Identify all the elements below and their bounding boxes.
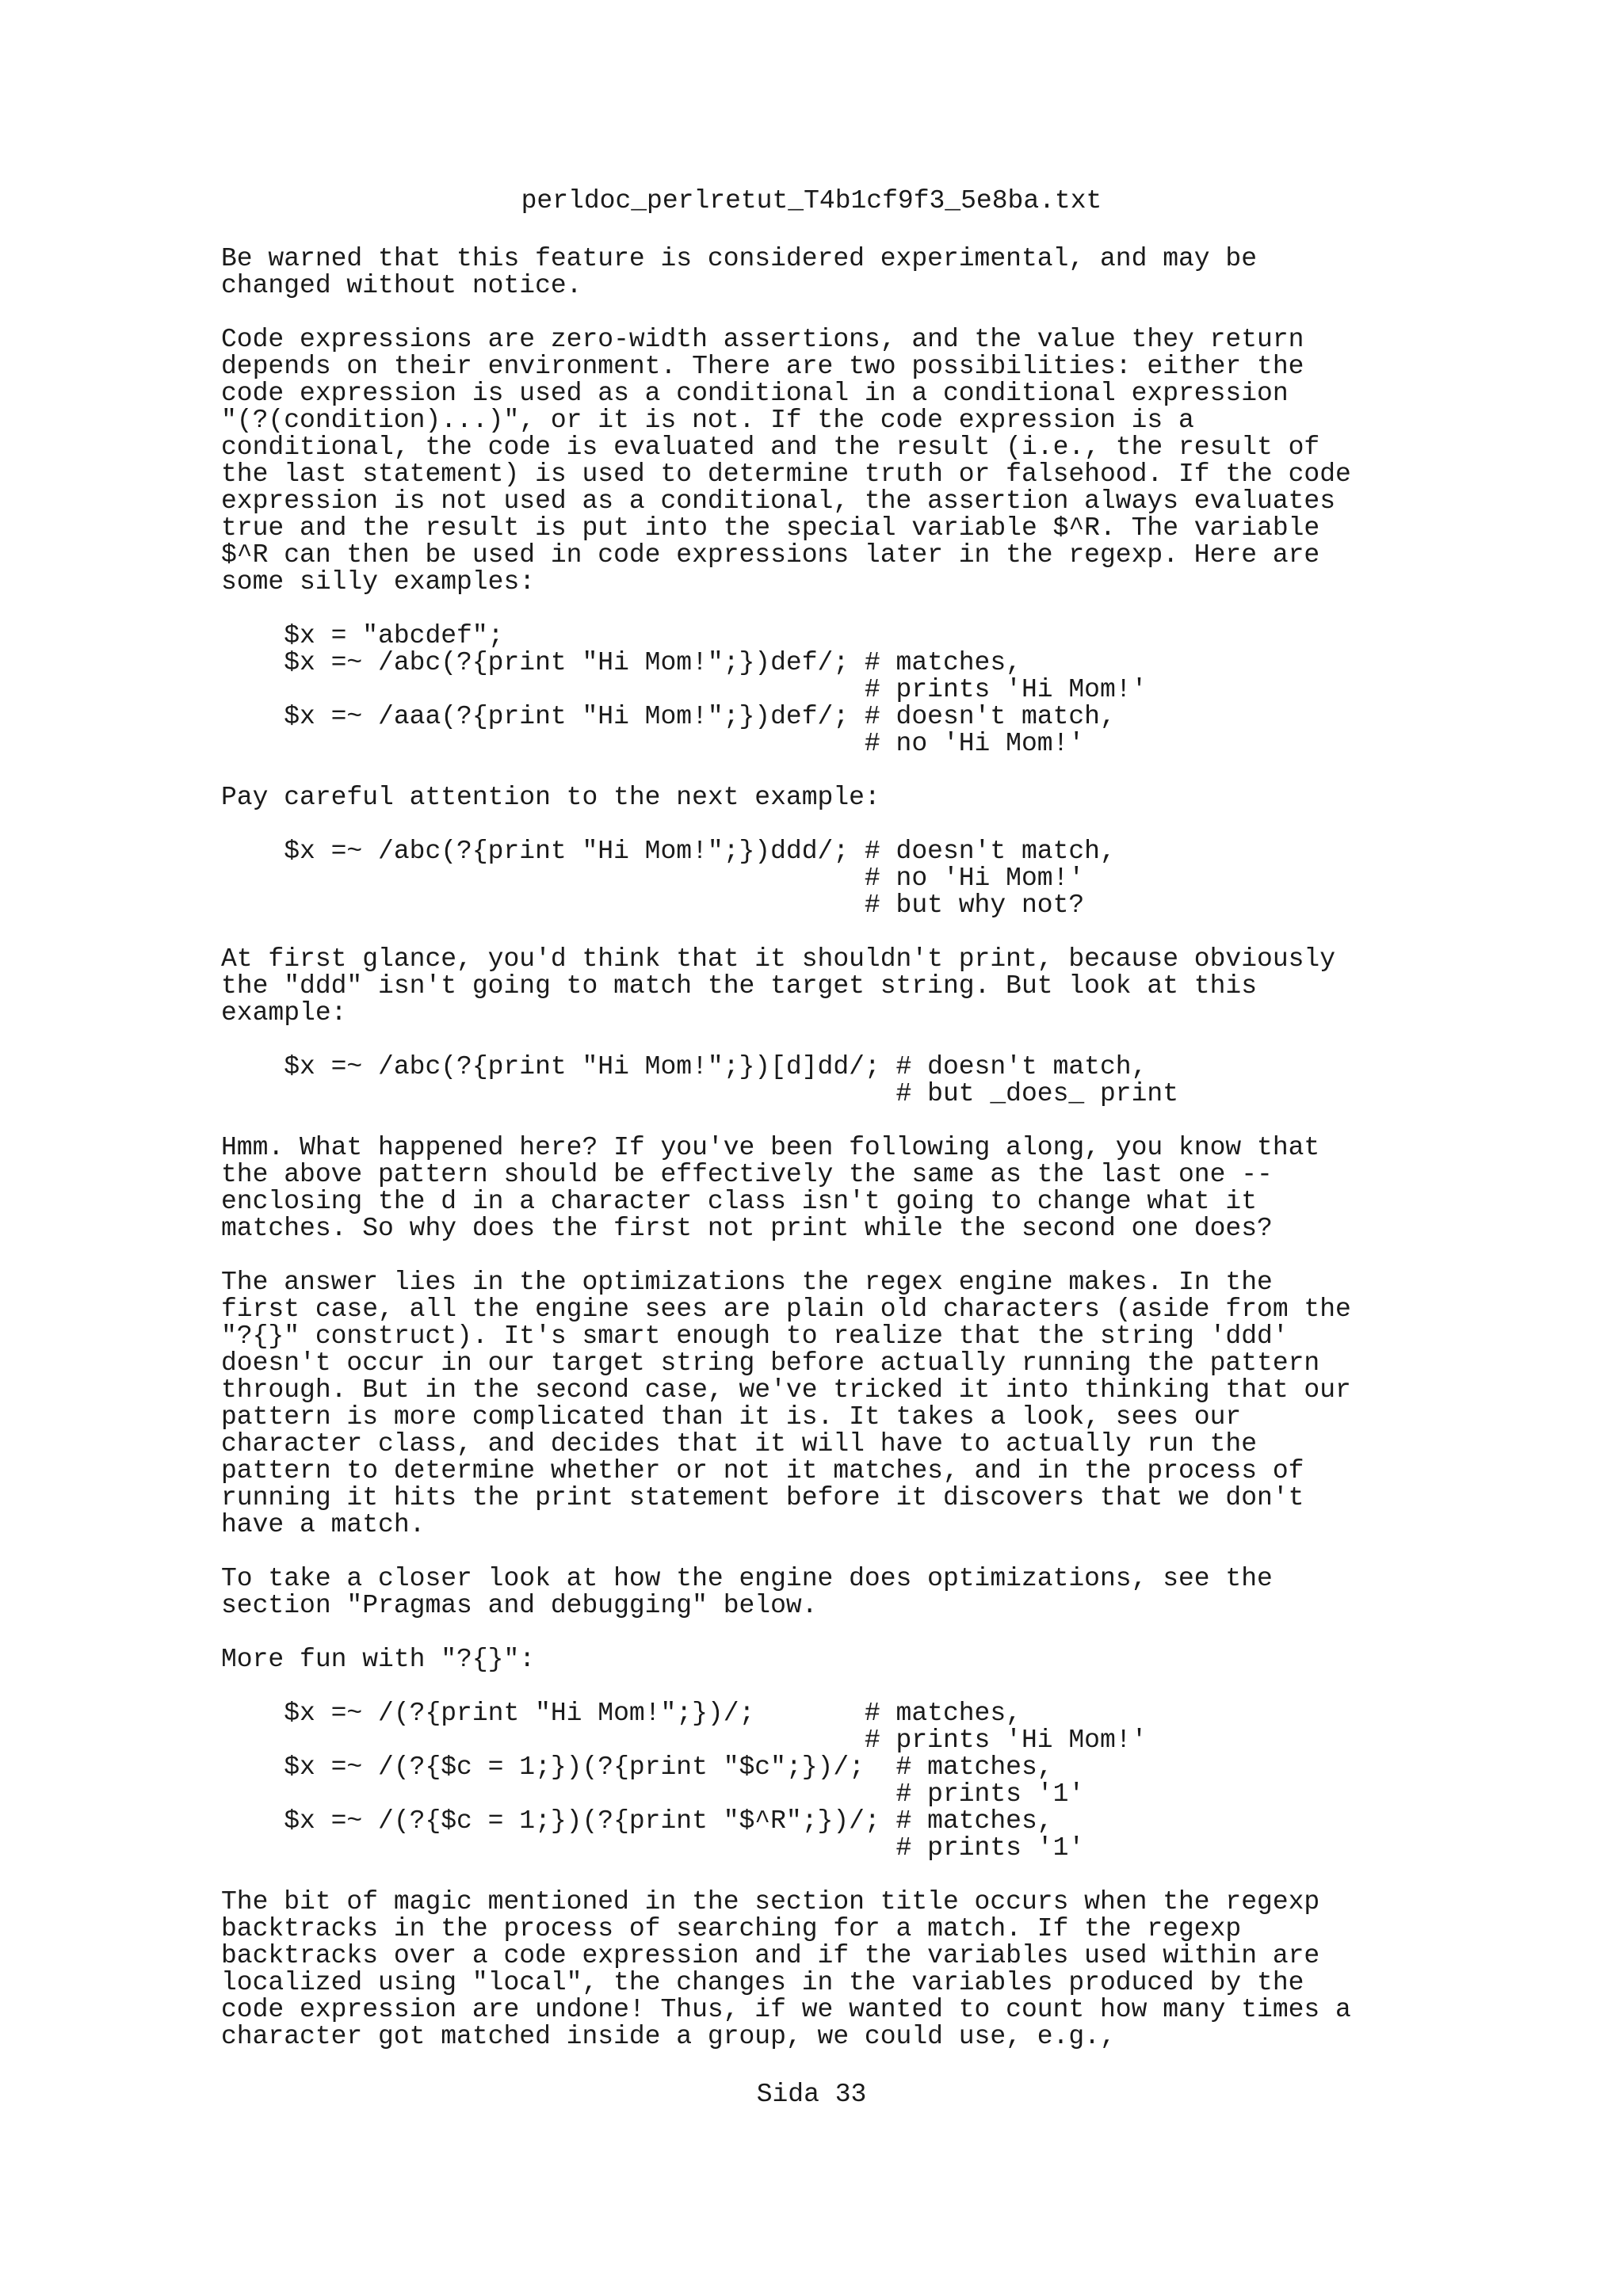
text-line: $x = "abcdef"; [221, 621, 504, 650]
text-line: running it hits the print statement before it discovers that we don't [221, 1483, 1304, 1512]
text-line: code expression is used as a conditional in a conditional expression [221, 379, 1289, 408]
text-line: # no 'Hi Mom!' [221, 729, 1085, 758]
text-line: To take a closer look at how the engine does optimizations, see the [221, 1564, 1273, 1593]
text-line: section "Pragmas and debugging" below. [221, 1591, 818, 1620]
text-line: $x =~ /(?{$c = 1;})(?{print "$c";})/; # matches, [221, 1753, 1053, 1782]
text-line: $x =~ /abc(?{print "Hi Mom!";})ddd/; # doesn't match, [221, 837, 1116, 866]
text-line [221, 1242, 1600, 1269]
text-line: backtracks in the process of searching for a match. If the regexp [221, 1914, 1242, 1943]
text-line: Hmm. What happened here? If you've been following along, you know that [221, 1133, 1320, 1162]
text-line: "?{}" construct). It's smart enough to realize that the string 'ddd' [221, 1322, 1289, 1351]
text-line [221, 1673, 1600, 1700]
text-line: character class, and decides that it will have to actually run the [221, 1429, 1258, 1459]
text-line: # prints '1' [221, 1833, 1085, 1863]
text-line [221, 1619, 1600, 1646]
text-line: $x =~ /abc(?{print "Hi Mom!";})[d]dd/; # doesn't match, [221, 1052, 1148, 1081]
text-line: matches. So why does the first not print while the second one does? [221, 1214, 1273, 1243]
text-line: expression is not used as a conditional, the assertion always evaluates [221, 486, 1336, 516]
text-line: pattern is more complicated than it is. It takes a look, sees our [221, 1402, 1242, 1432]
text-line: changed without notice. [221, 271, 582, 300]
text-line: Be warned that this feature is considered experimental, and may be [221, 244, 1258, 273]
text-line [221, 596, 1600, 623]
text-line: some silly examples: [221, 567, 536, 597]
text-line [221, 1108, 1600, 1135]
text-line: More fun with "?{}": [221, 1645, 536, 1674]
text-line: the "ddd" isn't going to match the target string. But look at this [221, 971, 1258, 1001]
text-line: the last statement) is used to determine truth or falsehood. If the code [221, 460, 1351, 489]
text-line: Pay careful attention to the next example: [221, 783, 880, 812]
text-line: # but _does_ print [221, 1079, 1178, 1108]
text-line: $^R can then be used in code expressions later in the regexp. Here are [221, 540, 1320, 570]
text-line: through. But in the second case, we've tricked it into thinking that our [221, 1375, 1351, 1405]
page-footer-page-number: Sida 33 [756, 2080, 867, 2109]
document-body [221, 246, 1600, 2050]
text-line: enclosing the d in a character class isn't going to change what it [221, 1187, 1258, 1216]
text-line: # prints 'Hi Mom!' [221, 1726, 1148, 1755]
text-line: true and the result is put into the special variable $^R. The variable [221, 513, 1320, 543]
text-line: $x =~ /abc(?{print "Hi Mom!";})def/; # matches, [221, 648, 1022, 677]
text-line: example: [221, 998, 347, 1028]
text-line: first case, all the engine sees are plain old characters (aside from the [221, 1295, 1351, 1324]
text-line: $x =~ /aaa(?{print "Hi Mom!";})def/; # doesn't match, [221, 702, 1116, 731]
text-line [221, 757, 1600, 784]
text-line: Code expressions are zero-width assertions, and the value they return [221, 325, 1304, 354]
text-line: "(?(condition)...)", or it is not. If the code expression is a [221, 406, 1194, 435]
text-line: The answer lies in the optimizations the regex engine makes. In the [221, 1268, 1273, 1297]
text-line [221, 811, 1600, 838]
text-line: # but why not? [221, 891, 1085, 920]
text-line: # no 'Hi Mom!' [221, 864, 1085, 893]
text-line [221, 1539, 1600, 1566]
text-line: # prints 'Hi Mom!' [221, 675, 1148, 704]
text-line: The bit of magic mentioned in the section title occurs when the regexp [221, 1887, 1320, 1917]
text-line: doesn't occur in our target string before actually running the pattern [221, 1348, 1320, 1378]
text-line: $x =~ /(?{print "Hi Mom!";})/; # matches, [221, 1699, 1022, 1728]
text-line [221, 919, 1600, 946]
text-line: localized using "local", the changes in the variables produced by the [221, 1968, 1304, 1997]
text-line [221, 299, 1600, 326]
text-line: # prints '1' [221, 1779, 1085, 1809]
page-header-filename: perldoc_perlretut_T4b1cf9f3_5e8ba.txt [521, 186, 1102, 215]
text-line: code expression are undone! Thus, if we wanted to count how many times a [221, 1995, 1351, 2024]
text-line: $x =~ /(?{$c = 1;})(?{print "$^R";})/; # matches, [221, 1806, 1053, 1836]
text-line: pattern to determine whether or not it matches, and in the process of [221, 1456, 1304, 1486]
text-line: backtracks over a code expression and if the variables used within are [221, 1941, 1320, 1970]
text-line: character got matched inside a group, we could use, e.g., [221, 2022, 1116, 2051]
text-line: the above pattern should be effectively the same as the last one -- [221, 1160, 1273, 1189]
text-line: depends on their environment. There are two possibilities: either the [221, 352, 1304, 381]
text-line [221, 1862, 1600, 1889]
text-line: have a match. [221, 1510, 426, 1539]
text-line: conditional, the code is evaluated and the result (i.e., the result of [221, 433, 1320, 462]
text-line [221, 1027, 1600, 1054]
text-line: At first glance, you'd think that it shouldn't print, because obviously [221, 944, 1336, 974]
